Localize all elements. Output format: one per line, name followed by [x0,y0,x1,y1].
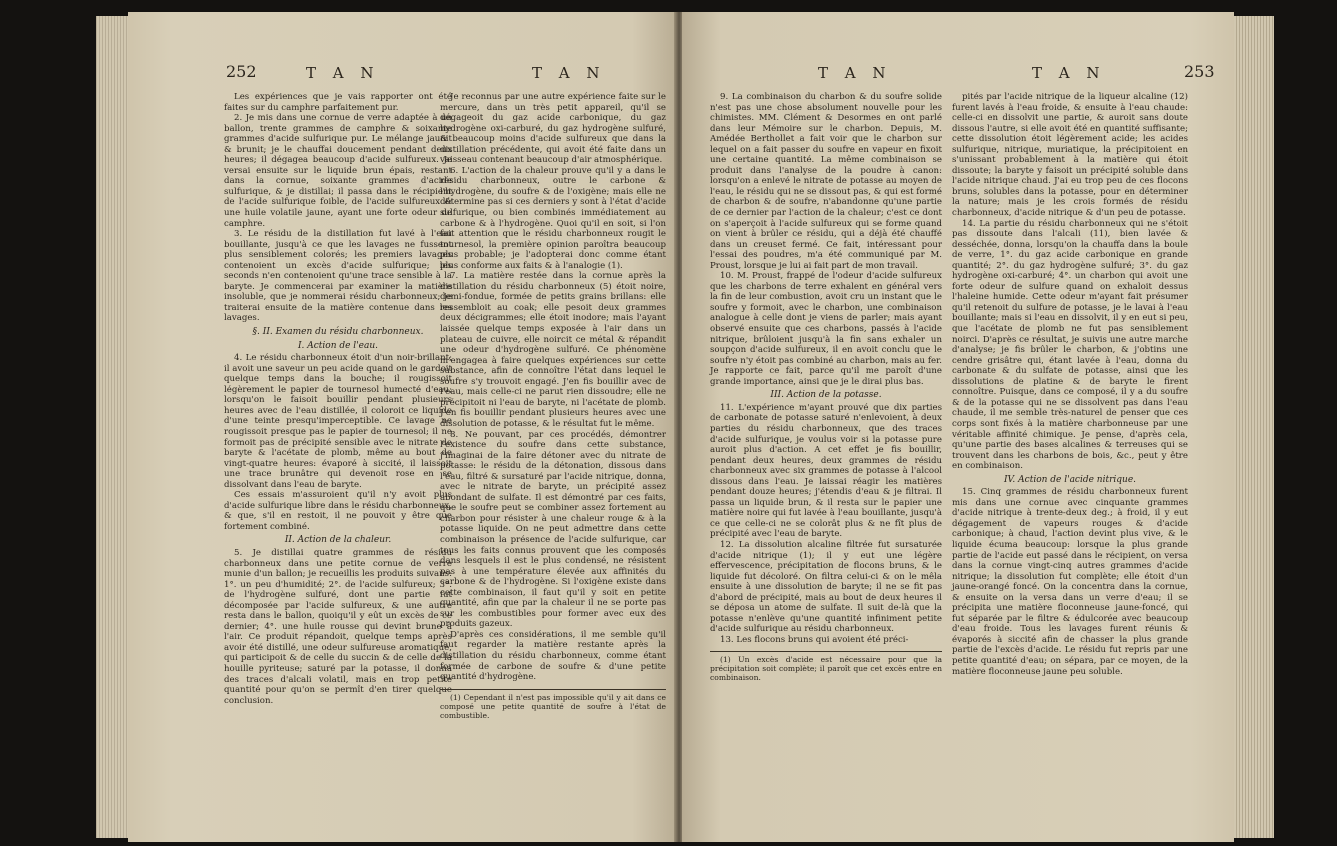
running-head: T A N [1032,64,1106,82]
paragraph: 13. Les flocons bruns qui avoient été préci- [720,634,909,645]
left-page-column-1 [224,92,452,706]
running-head: T A N [532,64,606,82]
right-page [682,12,1234,842]
right-page-header [682,62,1234,86]
right-page-column-1 [710,92,942,682]
left-page [128,12,676,842]
running-head: T A N [306,64,380,82]
paragraph: 7. La matière restée dans la cornue après la distillation du résidu charbonneux (5) étoit noire, demi-fondue, formée de petits grains brillans: elle ressembloit au coak; elle pesoit deux grammes deux décigrammes; elle étoit inodore; mais l'ayant laissée quelque temps exposée à l'air dans un plateau de cuivre, elle noircit ce métal & répandit une odeur d'hydrogène sulfuré. Ce phénomène m'engagea à faire quelques expériences sur cette substance, afin de connoître l'état dans lequel le soufre s'y trouvoit engagé. J'en fis bouillir avec de l'eau, mais celle-ci ne parut rien dissoudre; elle ne précipitoit ni l'eau de baryte, ni l'acétate de plomb. J'en fis bouillir pendant plusieurs heures avec une dissolution de potasse, & le résultat fut le même. [440,271,666,429]
footnote [440,689,666,720]
paragraph: 5. Je distillai quatre grammes de résidu charbonneux dans une petite cornue de verre munie d'un ballon; je recueillis les produits suivans: 1°. un peu d'humidité; 2°. de l'acide sulfureux; 3°. de l'hydrogène sulfuré, dont une partie fut décomposée par l'acide sulfureux, & une autre resta dans le ballon, quoiqu'il y eût un excès de ce dernier; 4°. une huile rousse qui devint brune à l'air. Ce produit répandoit, quelque temps après avoir été distillé, une odeur sulfureuse aromatique, qui participoit & de celle du succin & de celle de la houille pyriteuse; saturé par la potasse, il donna des traces d'alcali volatil, mais en trop petite quantité pour qu'on se permît d'en tirer quelque conclusion. [224,547,452,706]
right-page-column-2 [952,92,1188,677]
paragraph: 2. Je mis dans une cornue de verre adaptée à un ballon, trente grammes de camphre & soixante grammes d'acide sulfurique pur. Le mélange jaunit & brunit; je le chauffai doucement pendant deux heures; il dégagea beaucoup d'acide sulfureux. Je versai ensuite sur le liquide brun épais, restant dans la cornue, soixante grammes d'acide sulfurique, & je distillai; il passa dans le récipient de l'acide sulfurique foible, de l'acide sulfureux & une huile volatile jaune, ayant une forte odeur de camphre. [224,113,452,229]
page-number: 253 [1184,62,1215,81]
section-heading: §. II. Examen du résidu charbonneux. [252,327,424,338]
paragraph: D'après ces considérations, il me semble qu'il faut regarder la matière restante après la distillation du résidu charbonneux, comme étant formée de carbone de soufre & d'une petite quantité d'hydrogène. [440,629,666,683]
paragraph: 12. La dissolution alcaline filtrée fut sursaturée d'acide nitrique (1); il y eut une légère effervescence, précipitation de flocons bruns, & le liquide fut décoloré. On filtra celui-ci & on le mêla ensuite à une dissolution de baryte; il ne se fit pas d'abord de précipité, mais au bout de deux heures il se déposa un atome de sulfate. Il suit de-là que la potasse n'enlève qu'une quantité infiniment petite d'acide sulfurique au résidu charbonneux. [710,539,942,635]
paragraph: 10. M. Proust, frappé de l'odeur d'acide sulfureux que les charbons de terre exhalent en général vers la fin de leur combustion, avoit cru un instant que le soufre y formoit, avec le charbon, une combinaison analogue à celle dont je viens de parler; mais ayant observé ensuite que ces charbons, passés à l'acide nitrique, brûloient jusqu'à la fin sans exhaler un soupçon d'acide sulfureux, il en avoit conclu que le soufre n'y étoit pas combiné au charbon, mais au fer. Je rapporte ce fait, parce qu'il me paroît d'une grande importance, ainsi que je le dirai plus bas. [710,271,942,387]
paragraph: 15. Cinq grammes de résidu charbonneux furent mis dans une cornue avec cinquante grammes d'acide nitrique à trente-deux deg.; à froid, il y eut dégagement de vapeurs rouges & d'acide carbonique; à chaud, l'action devint plus vive, & le liquide écuma beaucoup: lorsque la plus grande partie de l'acide eut passé dans le récipient, on versa dans la cornue vingt-cinq autres grammes d'acide nitrique; la dissolution fut complète; elle étoit d'un jaune-orangé foncé. On la concentra dans la cornue, & ensuite on la versa dans un verre d'eau; il se précipita une matière floconneuse jaune-foncé, qui fut séparée par le filtre & édulcorée avec beaucoup d'eau froide. Tous les lavages furent réunis & évaporés à siccité afin de chasser la plus grande partie de l'excès d'acide. Le résidu fut repris par une petite quantité d'eau; on sépara, par ce moyen, de la matière floconneuse jaune peu soluble. [952,487,1188,677]
paragraph: Les expériences que je vais rapporter ont été faites sur du camphre parfaitement pur. [224,92,452,113]
paragraph: 4. Le résidu charbonneux étoit d'un noir-brillant; il avoit une saveur un peu acide quand on le gardoit quelque temps dans la bouche; il rougissoit légèrement le papier de tournesol humecté d'eau; lorsqu'on le faisoit bouillir pendant plusieurs heures avec de l'eau distillée, il coloroit ce liquide d'une teinte presqu'imperceptible. Ce lavage ne rougissoit presque pas le papier de tournesol; il ne formoit pas de précipité sensible avec le nitrate de baryte & l'acétate de plomb, même au bout de vingt-quatre heures: évaporé à siccité, il laissoit une trace brunâtre qui devenoit rose en se dissolvant dans l'eau de baryte. [224,353,452,490]
paragraph: 9. La combinaison du charbon & du soufre solide n'est pas une chose absolument nouvelle pour les chimistes. MM. Clément & Desormes en ont parlé dans leur Mémoire sur le charbon. Depuis, M. Amédée Berthollet a fait voir que le charbon sur lequel on a fait passer du soufre en vapeur en fixoit une certaine quantité. La même combinaison se produit dans l'analyse de la poudre à canon: lorsqu'on a enlevé le nitrate de potasse au moyen de l'eau, le résidu qui ne se dissout pas, & qui est formé de charbon & de soufre, n'abandonne qu'une partie de ce dernier par l'action de la chaleur; c'est ce dont on s'aperçoit à l'acide sulfureux qui se forme quand on vient à brûler ce résidu, qui a déjà été chauffé dans un creuset fermé. Ce fait, intéressant pour l'essai des poudres, m'a été communiqué par M. Proust, lorsque je lui ai fait part de mon travail. [710,92,942,271]
paragraph: Ces essais m'assuroient qu'il n'y avoit plus d'acide sulfurique libre dans le résidu charbonneux, & que, s'il en restoit, il ne pouvoit y être que fortement combiné. [224,490,452,532]
section-heading: II. Action de la chaleur. [284,535,392,546]
page-number: 252 [226,62,257,81]
paragraph: pités par l'acide nitrique de la liqueur alcaline (12) furent lavés à l'eau froide, & ensuite à l'eau chaude: celle-ci en dissolvit une partie, & auroit sans doute dissous l'autre, si elle avoit été en quantité suffisante; cette dissolution étoit légèrement acide; les acides sulfurique, nitrique, muriatique, la précipitoient en s'unissant probablement à la matière qui étoit dissoute; la baryte y faisoit un précipité soluble dans l'acide nitrique chaud. J'ai eu trop peu de ces flocons bruns, solubles dans la potasse, pour en déterminer la nature; mais je les crois formés de résidu charbonneux, d'acide nitrique & d'un peu de potasse. [952,92,1188,219]
section-heading: IV. Action de l'acide nitrique. [1003,474,1137,485]
paragraph: 11. L'expérience m'ayant prouvé que dix parties de carbonate de potasse saturé n'enlevoient, à deux parties du résidu charbonneux, que des traces d'acide sulfurique, je voulus voir si la potasse pure auroit plus d'action. A cet effet je fis bouillir, pendant deux heures, deux grammes de résidu charbonneux avec six grammes de potasse à l'alcool dissous dans l'eau. Je laissai réagir les matières pendant douze heures; j'étendis d'eau & je filtrai. Il passa un liquide brun, & il resta sur le papier une matière noire qui fut lavée à l'eau bouillante, jusqu'à ce que celle-ci ne se colorât plus & ne fît plus de précipité avec l'eau de baryte. [710,402,942,540]
running-head: T A N [818,64,892,82]
page-edges-right [1234,16,1274,838]
paragraph: 6. L'action de la chaleur prouve qu'il y a dans le résidu charbonneux, outre le carbone & l'hydrogène, du soufre & de l'oxigène; mais elle ne détermine pas si ces derniers y sont à l'état d'acide sulfurique, ou bien combinés immédiatement au carbone & à l'hydrogène. Quoi qu'il en soit, si l'on fait attention que le résidu charbonneux rougit le tournesol, la première opinion paroîtra beaucoup plus probable; je l'adopterai donc comme étant plus conforme aux faits & à l'analogie (1). [440,165,666,271]
footnote-text: (1) Un excès d'acide est nécessaire pour que la précipitation soit complète; il paroît que cet excès entre en combinaison. [710,655,942,683]
section-heading: III. Action de la potasse. [770,390,882,401]
left-page-header [128,62,676,86]
paragraph: 3. Le résidu de la distillation fut lavé à l'eau bouillante, jusqu'à ce que les lavages ne fussent plus sensiblement colorés; les premiers lavages contenoient un excès d'acide sulfurique; les seconds n'en contenoient qu'une trace sensible à la baryte. Je commencerai par examiner la matière insoluble, que je nommerai résidu charbonneux; je traiterai ensuite de la matière contenue dans les lavages. [224,229,452,324]
left-page-column-2 [440,92,666,720]
footnote [710,651,942,682]
footnote-text: (1) Cependant il n'est pas impossible qu'il y ait dans ce composé une petite quantité de soufre à l'état de combustible. [440,692,666,720]
paragraph: Je reconnus par une autre expérience faite sur le mercure, dans un très petit appareil, qu'il se dégageoit du gaz acide carbonique, du gaz hydrogène oxi-carburé, du gaz hydrogène sulfuré, & beaucoup moins d'acide sulfureux que dans la distillation précédente, qui avoit été faite dans un vaisseau contenant beaucoup d'air atmosphérique. [440,92,666,166]
paragraph: 8. Ne pouvant, par ces procédés, démontrer l'existence du soufre dans cette substance, j'imaginai de la faire détoner avec du nitrate de potasse: le résidu de la détonation, dissous dans l'eau, filtré & sursaturé par l'acide nitrique, donna, avec le nitrate de baryte, un précipité assez abondant de sulfate. Il est démontré par ces faits, que le soufre peut se combiner assez fortement au charbon pour résister à une chaleur rouge & à la potasse liquide. On ne peut admettre dans cette combinaison la présence de l'acide sulfurique, car tous les faits connus prouvent que les composés dans lesquels il est le plus condensé, ne résistent pas à une température élevée aux affinités du carbone & de l'hydrogène. Si l'oxigène existe dans cette combinaison, il faut qu'il y soit en petite quantité, afin que par la chaleur il ne se porte pas sur les combustibles pour former avec eux des produits gazeux. [440,429,666,630]
paragraph: 14. La partie du résidu charbonneux qui ne s'étoit pas dissoute dans l'alcali (11), bien lavée & desséchée, donna, lorsqu'on la chauffa dans la boule de verre, 1°. du gaz acide carbonique en grande quantité; 2°. du gaz hydrogène sulfuré; 3°. du gaz hydrogène oxi-carburé; 4°. un charbon qui avoit une forte odeur de sulfure quand on exhaloit dessus l'haleine humide. Cette odeur m'ayant fait présumer qu'il retenoit du sulfure de potasse, je le lavai à l'eau bouillante; mais si l'eau en dissolvit, il y en eut si peu, que l'acétate de plomb ne fut pas sensiblement noirci. D'après ce résultat, je suivis une autre marche d'analyse; je fis brûler le charbon, & j'obtins une cendre grisâtre qui, étant lavée à l'eau, donna du carbonate & du sulfate de potasse, ainsi que les dissolutions de platine & de baryte le firent connoître. Puisque, dans ce composé, il y a du soufre & de la potasse qui ne se dissolvent pas dans l'eau chaude, il me semble très-naturel de penser que ces corps sont fixés à la matière charbonneuse par une véritable affinité chimique. Je pense, d'après cela, qu'une partie des bases alcalines & terreuses qui se trouvent dans les charbons de bois, &c., peut y être en combinaison. [952,218,1188,472]
page-edges-left [96,16,128,838]
section-heading: I. Action de l'eau. [297,340,379,351]
